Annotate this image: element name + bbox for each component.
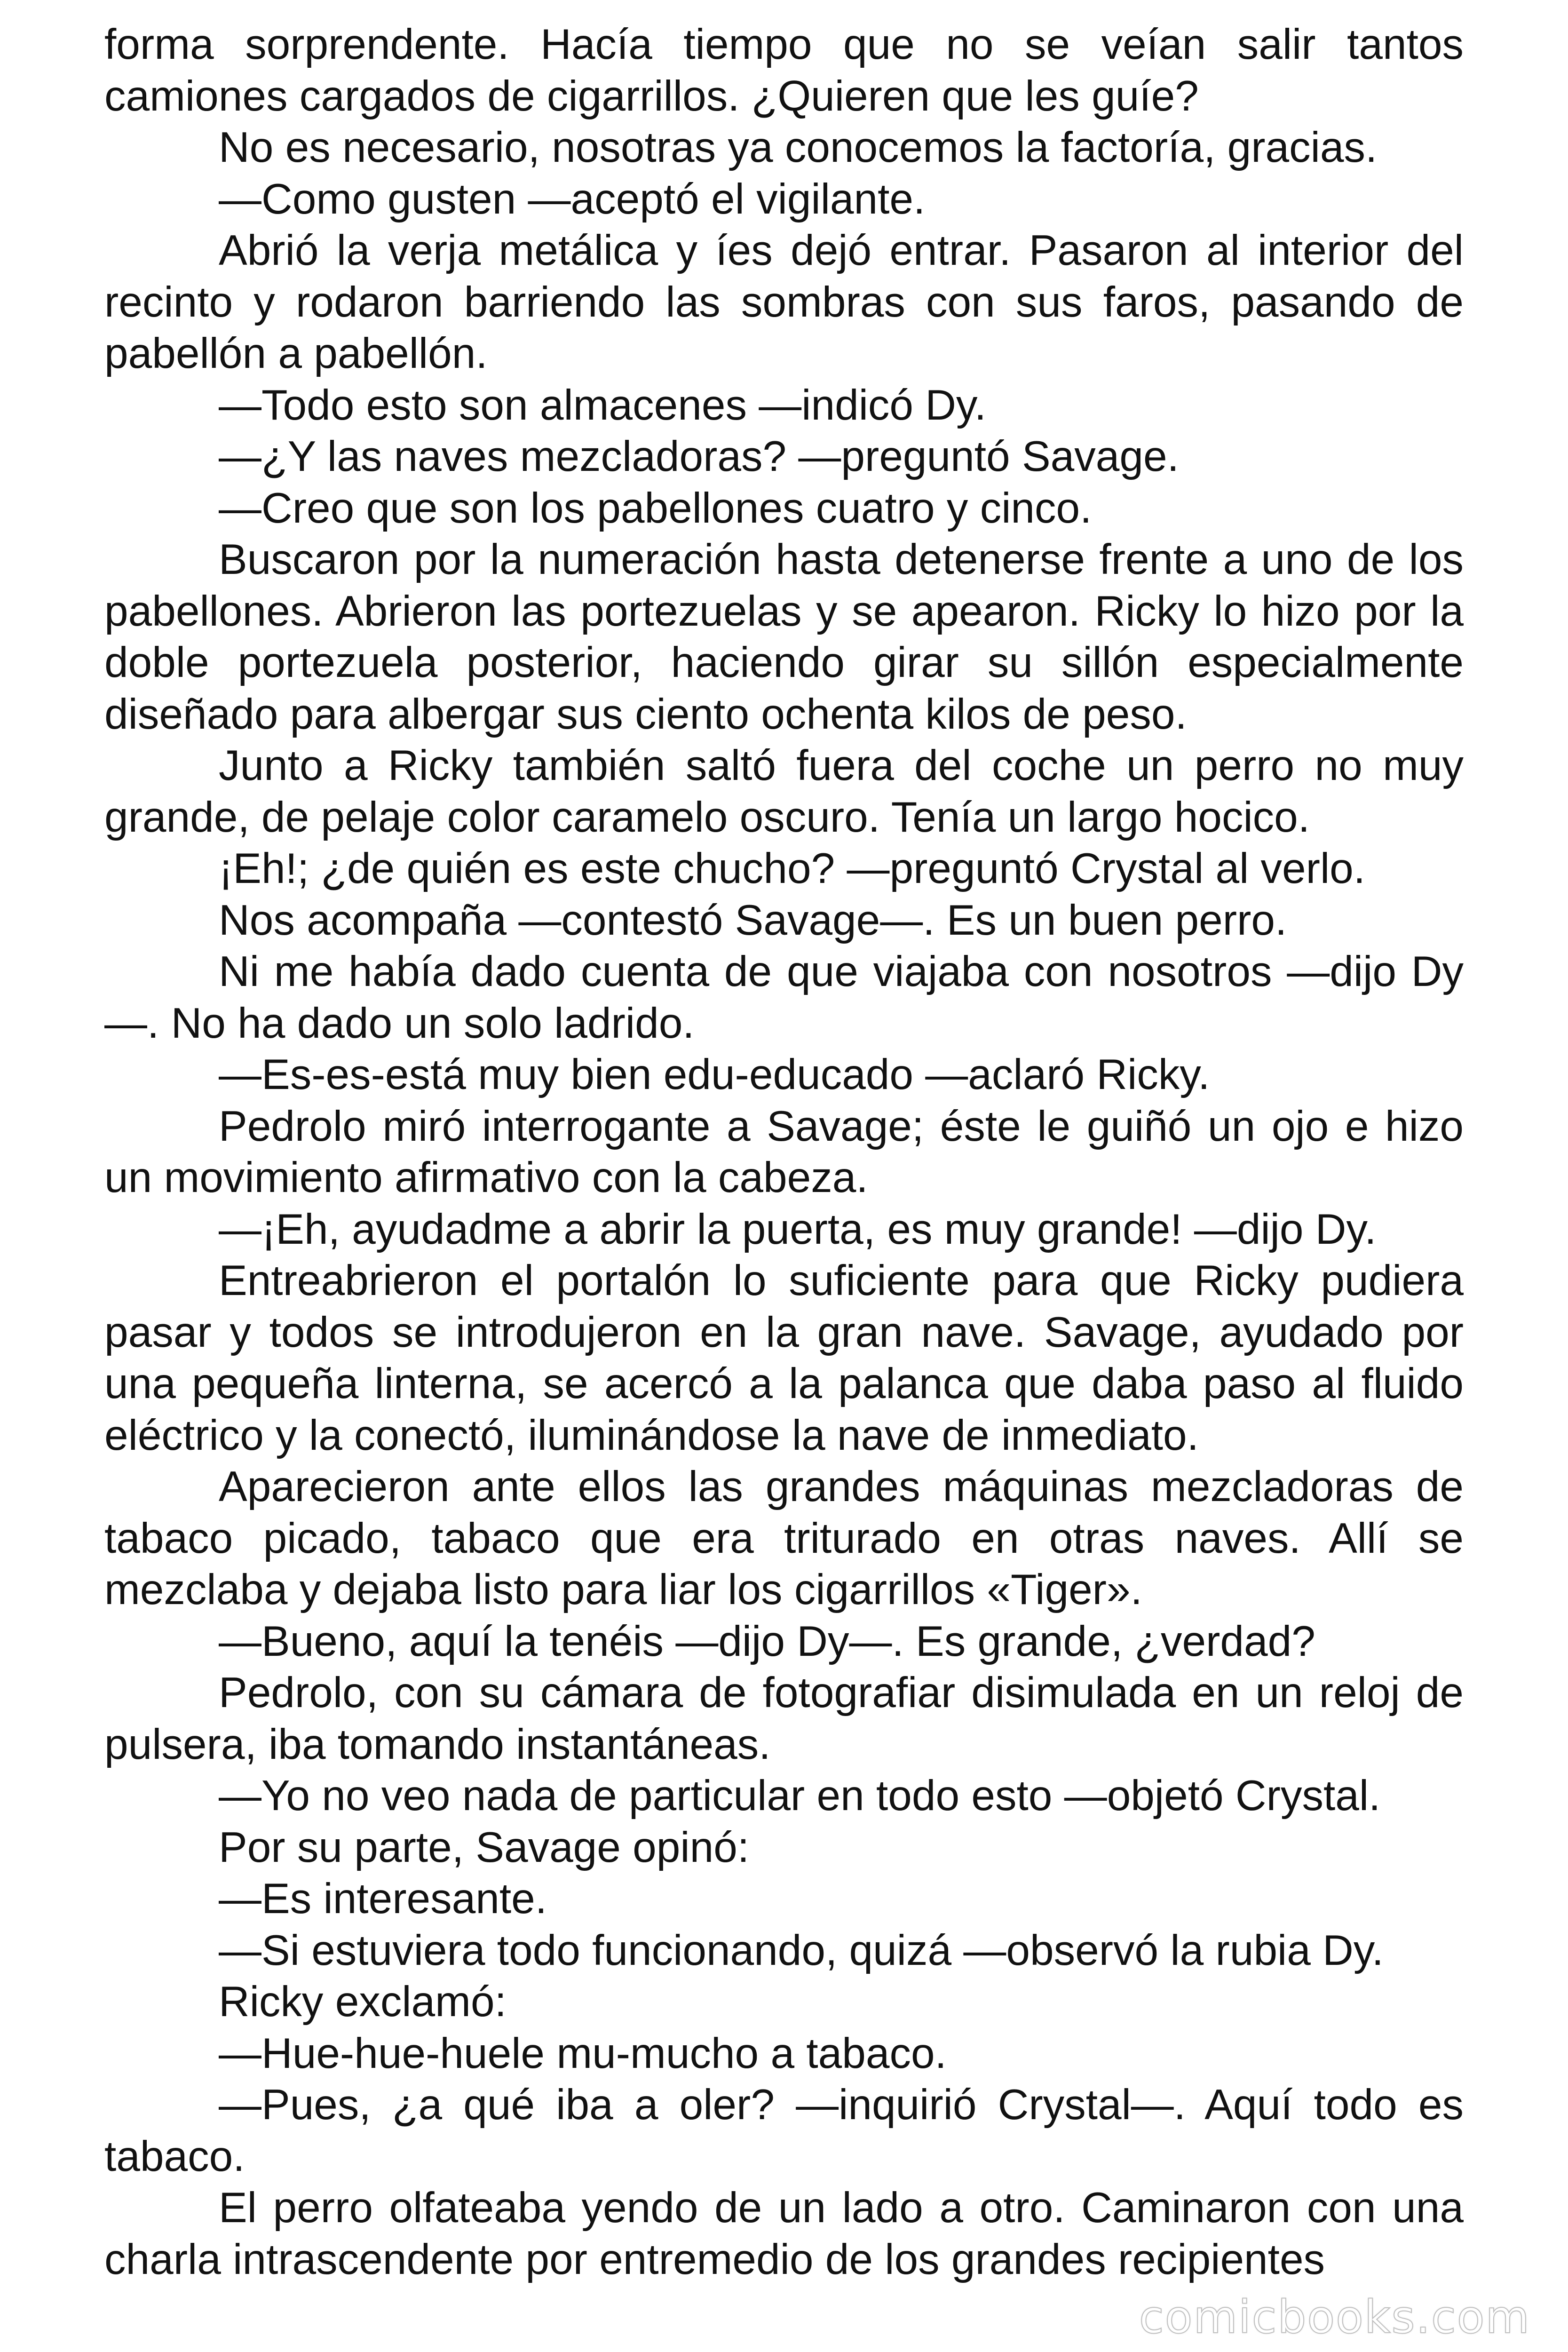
paragraph: —Como gusten —aceptó el vigilante.	[219, 175, 926, 223]
paragraph: —Yo no veo nada de particular en todo esto —objetó Crystal.	[219, 1772, 1381, 1820]
paragraph: Buscaron por la numeración hasta detenerse frente a uno de los pabellones. Abrieron las portezuelas y se apearon. Ricky lo hizo por la doble portezuela posterior, haciendo girar su sillón especialmente diseñado para albergar sus ciento ochenta kilos de peso.	[104, 536, 1464, 738]
paragraph: Aparecieron ante ellos las grandes máquinas mezcladoras de tabaco picado, tabaco que era triturado en otras naves. Allí se mezclaba y dejaba listo para liar los cigarrillos «Tiger».	[104, 1463, 1464, 1613]
paragraph: —¿Y las naves mezcladoras? —preguntó Savage.	[219, 433, 1179, 480]
paragraph: Por su parte, Savage opinó:	[219, 1823, 750, 1871]
paragraph: —Pues, ¿a qué iba a oler? —inquirió Crystal—. Aquí todo es tabaco.	[104, 2081, 1464, 2180]
paragraph: Pedrolo, con su cámara de fotografiar disimulada en un reloj de pulsera, iba tomando instantáneas.	[104, 1669, 1464, 1768]
paragraph: Abrió la verja metálica y íes dejó entrar. Pasaron al interior del recinto y rodaron barriendo las sombras con sus faros, pasando de pabellón a pabellón.	[104, 227, 1464, 377]
paragraph: Pedrolo miró interrogante a Savage; éste le guiñó un ojo e hizo un movimiento afirmativo con la cabeza.	[104, 1102, 1464, 1201]
paragraph: —Es interesante.	[219, 1875, 547, 1923]
paragraph: —Es-es-está muy bien edu-educado —aclaró Ricky.	[219, 1051, 1210, 1098]
paragraph: Junto a Ricky también saltó fuera del coche un perro no muy grande, de pelaje color caramelo oscuro. Tenía un largo hocico.	[104, 742, 1464, 841]
paragraph: Nos acompaña —contestó Savage—. Es un buen perro.	[219, 896, 1287, 944]
paragraph: —¡Eh, ayudadme a abrir la puerta, es muy grande! —dijo Dy.	[219, 1205, 1377, 1253]
paragraph: forma sorprendente. Hacía tiempo que no se veían salir tantos camiones cargados de cigarrillos. ¿Quieren que les guíe?	[104, 21, 1464, 120]
paragraph: No es necesario, nosotras ya conocemos la factoría, gracias.	[219, 124, 1378, 171]
paragraph: —Hue-hue-huele mu-mucho a tabaco.	[219, 2029, 947, 2077]
paragraph: ¡Eh!; ¿de quién es este chucho? —preguntó Crystal al verlo.	[219, 845, 1366, 892]
paragraph: Ni me había dado cuenta de que viajaba con nosotros —dijo Dy —. No ha dado un solo ladrido.	[104, 948, 1464, 1047]
paragraph: —Todo esto son almacenes —indicó Dy.	[219, 381, 987, 429]
watermark: comicbooks.com	[1139, 2291, 1530, 2344]
paragraph: Entreabrieron el portalón lo suficiente para que Ricky pudiera pasar y todos se introdujeron en la gran nave. Savage, ayudado por una pequeña linterna, se acercó a la palanca que daba paso al fluido eléctrico y la conectó, iluminándose la nave de inmediato.	[104, 1257, 1464, 1459]
paragraph: —Si estuviera todo funcionando, quizá —observó la rubia Dy.	[219, 1926, 1384, 1974]
page-text	[104, 19, 1464, 2285]
paragraph: El perro olfateaba yendo de un lado a otro. Caminaron con una charla intrascendente por entremedio de los grandes recipientes	[104, 2184, 1464, 2283]
paragraph: —Creo que son los pabellones cuatro y cinco.	[219, 484, 1092, 532]
paragraph: —Bueno, aquí la tenéis —dijo Dy—. Es grande, ¿verdad?	[219, 1617, 1315, 1665]
paragraph: Ricky exclamó:	[219, 1978, 507, 2026]
